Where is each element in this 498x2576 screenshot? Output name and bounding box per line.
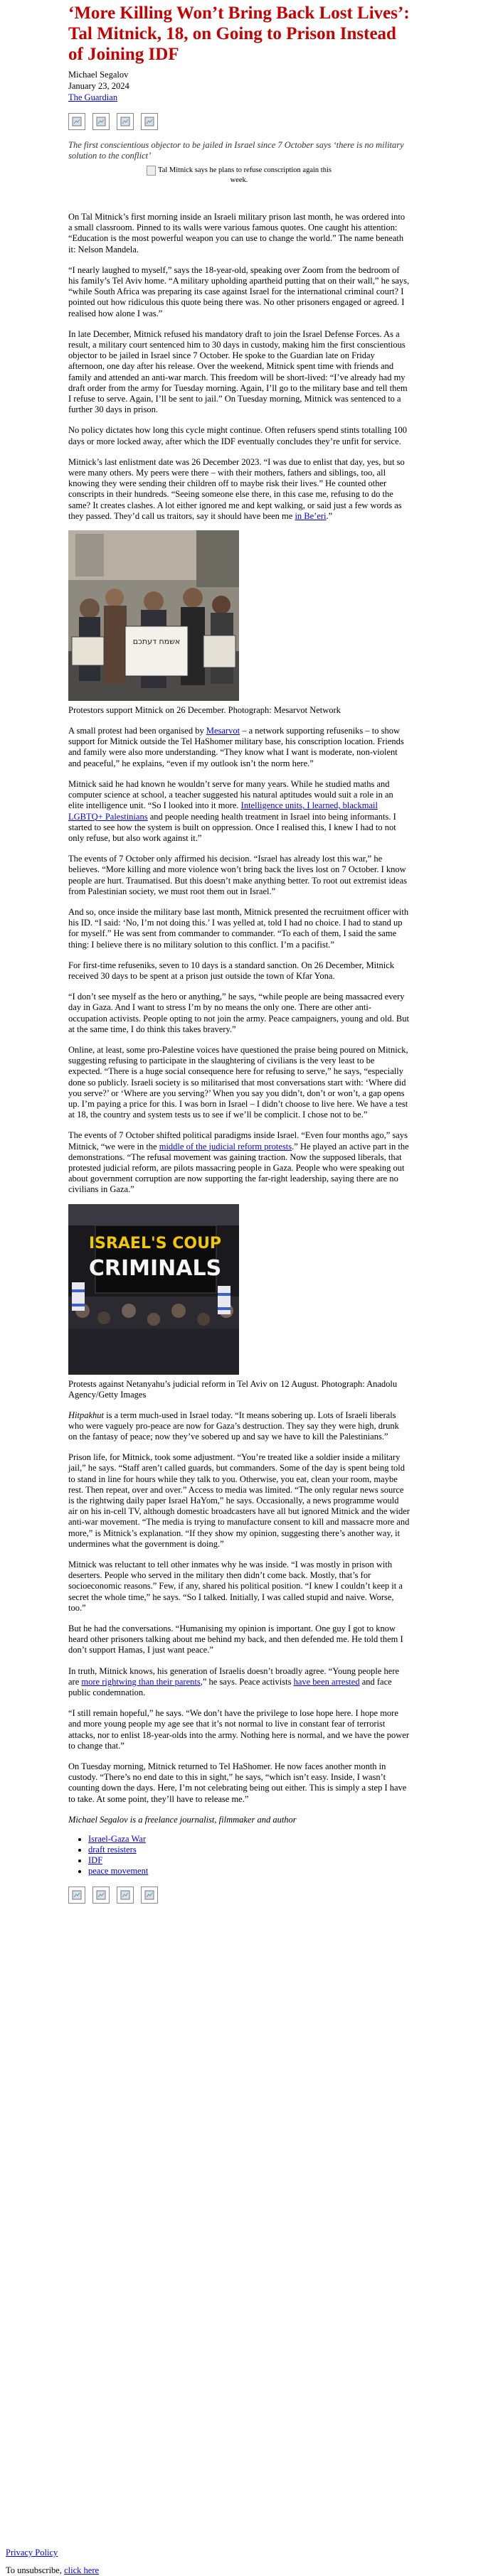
paragraph: Mitnick said he had known he wouldn’t serve for many years. While he studied maths and computer science at school, a teacher suggested his natural aptitudes would suit a role in an elite intelligence unit. “So I looked into it more. Intelligence units, I learned, blackmail LGBTQ+ Palestinians and people needing health treatment in Israel into being informants. I started to see how the system is built on oppression. Once I realised this, I knew I had to not only refuse, but also work against it.” — [68, 778, 396, 843]
broken-image-icon — [147, 166, 156, 176]
email-icon[interactable] — [117, 113, 134, 130]
photo2-caption: Protests against Netanyahu’s judicial reform in Tel Aviv on 12 August. Photograph: Anadolu Agency/Getty Images — [68, 1378, 398, 1400]
facebook-icon[interactable] — [68, 113, 85, 130]
article — [68, 0, 410, 1914]
tag-item — [88, 1834, 410, 1845]
facebook-icon[interactable] — [68, 1887, 85, 1904]
article-title: ‘More Killing Won’t Bring Back Lost Lives’: Tal Mitnick, 18, on Going to Prison Instead of Joining IDF — [68, 4, 410, 64]
tag-link[interactable]: peace movement — [88, 1866, 149, 1877]
photo2-banner-line2: CRIMINALS — [88, 1255, 222, 1281]
standfirst: The first conscientious objector to be jailed in Israel since 7 October says ‘there is no military solution to the conflict’ — [68, 140, 404, 161]
paragraph: Online, at least, some pro-Palestine voices have questioned the praise being poured on Mitnick, suggesting refusing to participate in the slaughtering of civilians is the very least to be expected. “There is a huge social consequence here for refusing to serve,” he says, “especially done so publicly. Israeli society is so militarised that most conversations start with: ‘Where did you serve?’ or ‘Where are you serving?’ When you say you didn’t, don’t or won’t, a gap opens up. I’m paying a price for this. I was born in Israel – I didn’t choose to live here. We have a test at 18, the country and system tests us to see if we’ll be complicit. I chose not to be.” — [68, 1044, 408, 1120]
paragraph: For first-time refuseniks, seven to 10 days is a standard sanction. On 26 December, Mitnick received 30 days to be spent at a prison just outside the town of Kfar Yona. — [68, 960, 395, 981]
paragraph: “I nearly laughed to myself,” says the 18-year-old, speaking over Zoom from the bedroom of his family’s Tel Aviv home. “A military upholding apartheid putting that on their wall,” he says, “while South Africa was preparing its case against Israel for the international criminal court? I pointed out how ridiculous this quote being there was. No other prisoners engaged or agreed. I realised how alone I was.” — [68, 264, 410, 318]
twitter-icon[interactable] — [92, 1887, 110, 1904]
tag-list — [68, 1834, 410, 1877]
paragraph: The events of 7 October shifted political paradigms inside Israel. “Even four months ago,” says Mitnick, “we were in the middle of the judicial reform protests.” He played an active part in the demonstrations. “The refusal movement was gaining traction. Now the supposed liberals, that protested judicial reform, are pilots massacring people in Gaza. People who were speaking out about government corruption are now supporting the far-right leadership, saying there are no civilians in Gaza.” — [68, 1130, 409, 1195]
paragraph: But he had the conversations. “Humanising my opinion is important. One guy I got to know heard other prisoners talking about me behind my back, and then defended me. He told them I don’t support Hamas, I just want peace.” — [68, 1624, 403, 1655]
protest-photo-1 — [68, 530, 239, 701]
unsubscribe-line: To unsubscribe, click here — [6, 2565, 100, 2575]
paragraph: “I don’t see myself as the hero or anything,” he says, “while people are being massacred every day in Gaza. And I want to stress I’m by no means the only one. There are other anti-occupation activists. People opting to not join the army. Peace campaigners, young and old. But at the same time, I do think this takes bravery.” — [68, 992, 409, 1034]
inline-link-beeri[interactable]: in Be’eri — [295, 510, 327, 521]
inline-link-mesarvot[interactable]: Mesarvot — [206, 726, 240, 736]
byline — [68, 69, 410, 103]
tag-item — [88, 1855, 410, 1866]
paragraph: And so, once inside the military base last month, Mitnick presented the recruitment officer with his ID. “I said: ‘No, I’m not doing this.’ I was yelled at, told I had no choice. I had to stand up for myself.” He was sent from commander to commander. “To each of them, I said the same thing: I believe there is no military solution to this conflict. I’m a pacifist.” — [68, 906, 409, 950]
paragraph: A small protest had been organised by Mesarvot – a network supporting refuseniks – to show support for Mitnick outside the Tel HaShomer military base, his conscription location. Friends and family were also more understanding. “They know what I want is moderate, non-violent and peaceful,” he explains, “even if my outlook isn’t the norm here.” — [68, 726, 404, 768]
inline-link-arrested[interactable]: have been arrested — [293, 1676, 360, 1687]
paragraph: On Tuesday morning, Mitnick returned to Tel HaShomer. He now faces another month in custody. “There’s no end date to this in sight,” he says, “which isn’t easy. Inside, I wasn’t counting down the days. Here, I’m not celebrating being out either. This is simply a step I have to take. At some point, they’ll have to release me.” — [68, 1761, 407, 1804]
paragraph: No policy dictates how long this cycle might continue. Often refusers spend stints totalling 100 days or more locked away, after which the IDF eventually concludes they’re unfit for service. — [68, 425, 407, 446]
publish-date: January 23, 2024 — [68, 81, 129, 91]
email-footer — [6, 2548, 99, 2576]
unsubscribe-link[interactable]: click here — [64, 2565, 100, 2575]
paragraph: Prison life, for Mitnick, took some adjustment. “You’re treated like a soldier inside a military jail,” he says. “Staff aren’t called guards, but commanders. Some of the day is spent being told to stand in line for hours while they talk to you. Otherwise, you eat, clean your room, maybe rest. Then repeat, over and over.” Access to media was limited. “The only regular news source is the rightwing daily paper Israel HaYom,” he says. Occasionally, a news programme would air on his in-cell TV, although domestic broadcasters have all but ignored Mitnick and the wider anti-war movement. “The media is trying to manufacture consent to kill and massacre more and more,” is Mitnick’s explanation. “If they show my opinion, suggesting there’s another way, it undermines what the government is doing.” — [68, 1452, 410, 1549]
print-icon[interactable] — [141, 1887, 158, 1904]
twitter-icon[interactable] — [92, 113, 110, 130]
paragraph: Mitnick was reluctant to tell other inmates why he was inside. “I was mostly in prison with deserters. People who served in the military then didn’t come back. Mostly, that’s for socioeconomic reasons.” Few, if any, shared his political position. “I knew I couldn’t keep it a secret the whole time,” he says. “So I talked. Initially, I was called stupid and naive. Worse, too.” — [68, 1560, 403, 1613]
source-link[interactable]: The Guardian — [68, 92, 118, 102]
photo1-sign: אשמח דעתכם — [132, 637, 181, 647]
paragraph: On Tal Mitnick’s first morning inside an Israeli military prison last month, he was ordered into a small classroom. Pinned to its walls were various famous quotes. One caught his attention: “Education is the most powerful weapon you can use to change the world.” The name beneath it: Nelson Mandela. — [68, 212, 406, 254]
paragraph: “I still remain hopeful,” he says. “We don’t have the privilege to lose hope here. I hope more and more young people my age see that it’s not normal to live in constant fear of terrorist attacks, nor to enlist 18-year-olds into the army. Nothing here is normal, and we have the power to change that.” — [68, 1708, 410, 1751]
email-icon[interactable] — [117, 1887, 134, 1904]
paragraph: The events of 7 October only affirmed his decision. “Israel has already lost this war,” he believes. “More killing and more violence won’t bring back the lives lost on 7 October. I know people are hurt. Traumatised. But this doesn’t make anything better. To root out extremist ideas from Palestinian society, we must root them out in Israel.” — [68, 854, 408, 896]
share-bar-top — [68, 113, 410, 130]
paragraph: Mitnick’s last enlistment date was 26 December 2023. “I was due to enlist that day, yes, but so were many others. My peers were there – with their mothers, fathers and siblings, too, all knowing they were sending their children off to maybe risk their lives.” He counted other conscripts in their hundreds. “Seeing someone else there, in this case me, refusing to do the same? It creates clashes. A lot either ignored me and kept walking, or said just a few words as they passed. They’d call us traitors, say it should have been me in Be’eri.” — [68, 456, 405, 521]
paragraph: In truth, Mitnick knows, his generation of Israelis doesn’t broadly agree. “Young people here are more rightwing than their parents,” he says. Peace activists have been arrested and face public condemnation. — [68, 1665, 400, 1698]
print-icon[interactable] — [141, 113, 158, 130]
privacy-policy-link[interactable]: Privacy Policy — [6, 2548, 58, 2558]
inline-link-intelligence-units[interactable]: Intelligence units, I learned, blackmail LGBTQ+ Palestinians — [68, 800, 378, 822]
inline-link-judicial-reform[interactable]: middle of the judicial reform protests — [159, 1141, 292, 1152]
photo1-caption: Protestors support Mitnick on 26 December. Photograph: Mesarvot Network — [68, 705, 341, 716]
tag-link[interactable]: Israel-Gaza War — [88, 1834, 146, 1845]
inline-link-rightwing[interactable]: more rightwing than their parents — [81, 1676, 201, 1687]
share-bar-bottom — [68, 1887, 410, 1904]
tag-link[interactable]: IDF — [88, 1855, 103, 1866]
photo2-banner-line1: ISRAEL'S COUP — [88, 1234, 222, 1252]
lead-image-broken — [143, 166, 335, 185]
paragraph: In late December, Mitnick refused his mandatory draft to join the Israel Defense Forces. As a result, a military court sentenced him to 30 days in custody, making him the first conscientious objector to be jailed in Israel since 7 October. He spoke to the Guardian late on Friday afternoon, one day after his release. Over the weekend, Mitnick spent time with friends and family and attended an anti-war march. This freedom will be short-lived: “I’ve already had my draft order from the army for Tuesday morning. Again, I’ll go to the military base and tell them I refuse to serve. Again, I’ll be sent to jail.” On Tuesday morning, Mitnick was sentenced to a further 30 days in prison. — [68, 328, 408, 415]
lead-image-alt: Tal Mitnick says he plans to refuse conscription again this week. — [158, 166, 332, 184]
tag-item — [88, 1866, 410, 1877]
tag-link[interactable]: draft resisters — [88, 1845, 137, 1855]
paragraph: Hitpakhut is a term much-used in Israel today. “It means sobering up. Lots of Israeli liberals who were vaguely pro-peace are now for Gaza’s destruction. They say they were high, drunk on the fantasy of peace; now they’ve sobered up and say we have to kill the Palestinians.” — [68, 1410, 399, 1442]
author: Michael Segalov — [68, 70, 129, 80]
author-bio: Michael Segalov is a freelance journalist, filmmaker and author — [68, 1814, 297, 1825]
protest-photo-2 — [68, 1204, 239, 1375]
tag-item — [88, 1845, 410, 1855]
